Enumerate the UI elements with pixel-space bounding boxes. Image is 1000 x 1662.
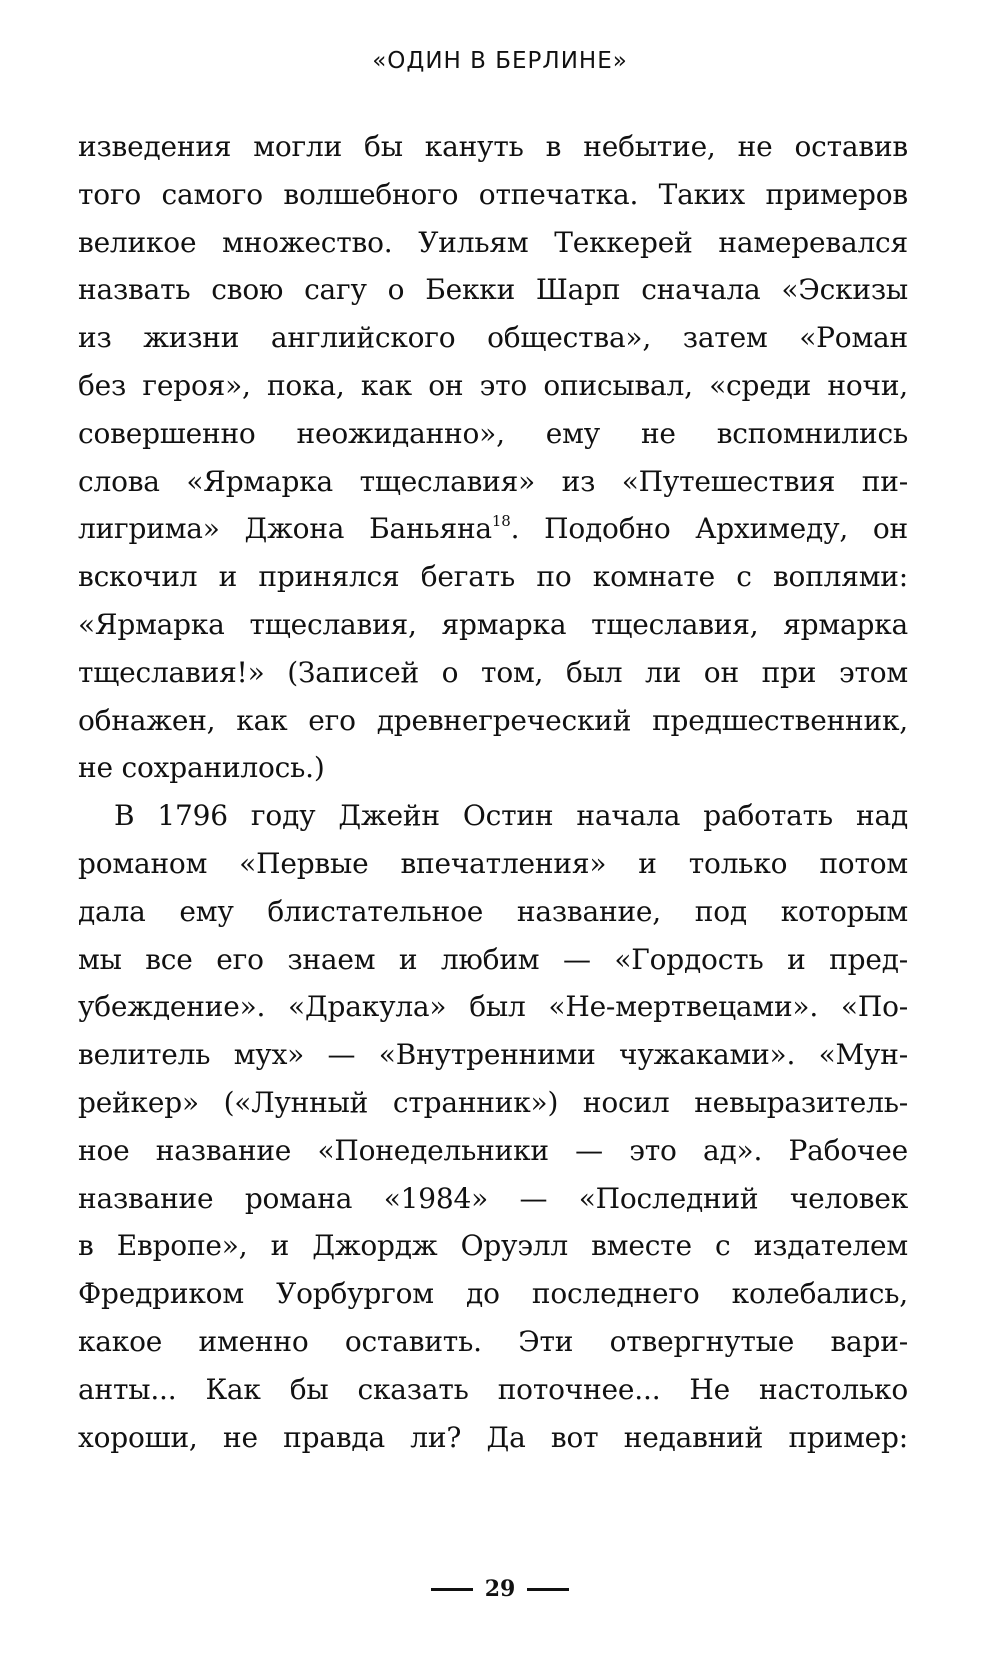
text-line: дала ему блистательное название, под которым xyxy=(78,894,908,928)
text-line: не сохранилось.) xyxy=(78,751,325,785)
text-line-with-footnote xyxy=(78,505,908,553)
text-line: из жизни английского общества», затем «Роман xyxy=(78,321,908,355)
text-line: анты... Как бы сказать поточнее... Не настолько xyxy=(78,1372,908,1406)
text-line: тщеславия!» (Записей о том, был ли он при этом xyxy=(78,655,908,689)
text-line: мы все его знаем и любим — «Гордость и пред- xyxy=(78,942,908,976)
text-line: какое именно оставить. Эти отвергнутые вари- xyxy=(78,1324,908,1358)
page-folio xyxy=(0,1576,1000,1602)
text-line: рейкер» («Лунный странник») носил невыразитель- xyxy=(78,1085,908,1119)
body-text xyxy=(78,123,908,1461)
folio-dash-right xyxy=(527,1588,569,1591)
paragraph-2 xyxy=(78,792,908,1461)
text-line: «Ярмарка тщеславия, ярмарка тщеславия, ярмарка xyxy=(78,607,908,641)
footnote-reference[interactable]: 18 xyxy=(491,512,511,531)
text-line: в Европе», и Джордж Оруэлл вместе с издателем xyxy=(78,1229,908,1263)
text-line: обнажен, как его древнегреческий предшественник, xyxy=(78,703,908,737)
text-line: В 1796 году Джейн Остин начала работать над xyxy=(114,799,908,833)
text-line: название романа «1984» — «Последний человек xyxy=(78,1181,908,1215)
text-line: убеждение». «Дракула» был «Не-мертвецами». «По- xyxy=(78,990,908,1024)
text-line: изведения могли бы кануть в небытие, не оставив xyxy=(78,130,908,163)
text-line: вскочил и принялся бегать по комнате с воплями: xyxy=(78,560,908,594)
text-line: слова «Ярмарка тщеславия» из «Путешествия пи- xyxy=(78,464,908,498)
page-number: 29 xyxy=(484,1576,516,1602)
text-line: назвать свою сагу о Бекки Шарп сначала «Эскизы xyxy=(78,273,908,307)
text-line: того самого волшебного отпечатка. Таких примеров xyxy=(78,177,908,211)
text-line: хороши, не правда ли? Да вот недавний пример: xyxy=(78,1420,908,1454)
text-line: великое множество. Уильям Теккерей намеревался xyxy=(78,225,908,259)
running-head: «ОДИН В БЕРЛИНЕ» xyxy=(372,48,628,74)
text-line: ное название «Понедельники — это ад». Рабочее xyxy=(78,1133,908,1167)
text-line: романом «Первые впечатления» и только потом xyxy=(78,846,908,880)
text-line: совершенно неожиданно», ему не вспомнились xyxy=(78,416,908,450)
text-fragment: лигрима» Джона Баньяна xyxy=(78,512,492,546)
text-line: Фредриком Уорбургом до последнего колебались, xyxy=(78,1277,908,1311)
folio-dash-left xyxy=(431,1588,473,1591)
text-fragment: . Подобно Архимеду, он xyxy=(510,512,908,546)
paragraph-1 xyxy=(78,123,908,792)
text-line: без героя», пока, как он это описывал, «среди ночи, xyxy=(78,368,908,402)
text-line: велитель мух» — «Внутренними чужаками». «Мун- xyxy=(78,1038,908,1072)
